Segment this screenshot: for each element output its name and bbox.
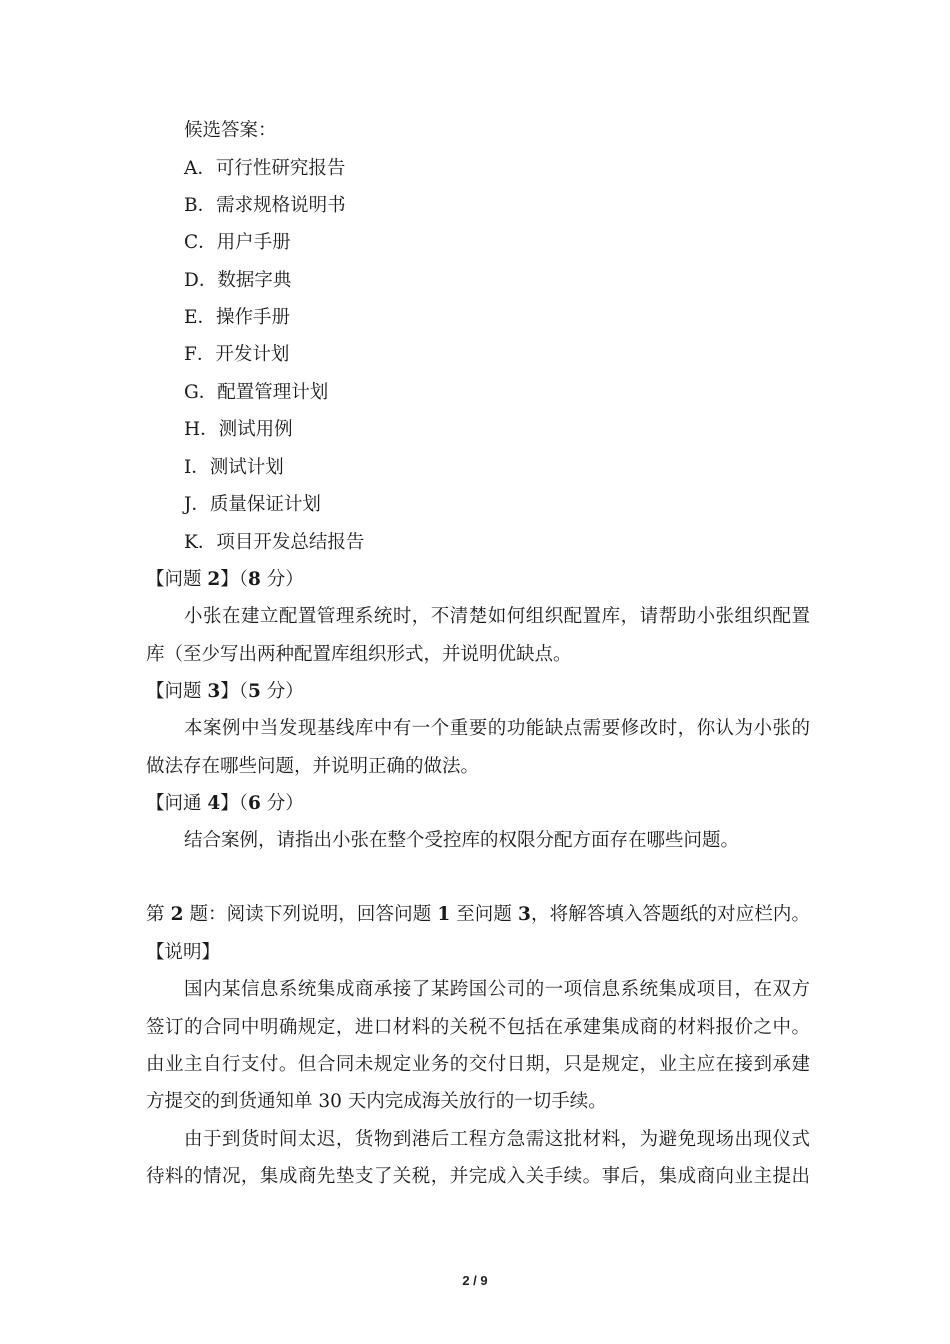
paragraph-1-line-4: 方提交的到货通知单 30 天内完成海关放行的一切手续。 (146, 1091, 607, 1112)
option-h: H．测试用例 (184, 419, 293, 440)
paragraph-2-line-2: 待料的情况，集成商先垫支了关税，并完成入关手续。事后，集成商向业主提出 (146, 1166, 810, 1187)
option-j: J．质量保证计划 (184, 494, 321, 515)
question-3-text-line-1: 本案例中当发现基线库中有一个重要的功能缺点需要修改时，你认为小张的 (184, 718, 810, 739)
question-2-text-line-1: 小张在建立配置管理系统时，不清楚如何组织配置库，请帮助小张组织配置 (184, 606, 810, 627)
question-4-heading: 【问通 4】（6 分） (146, 793, 304, 814)
description-label: 【说明】 (146, 942, 221, 963)
paragraph-1-line-2: 签订的合同中明确规定，进口材料的关税不包括在承建集成商的材料报价之中。 (146, 1017, 810, 1038)
option-b: B．需求规格说明书 (184, 195, 346, 216)
section-2-heading: 第 2 题：阅读下列说明，回答问题 1 至问题 3，将解答填入答题纸的对应栏内。 (146, 904, 810, 925)
option-k: K．项目开发总结报告 (184, 532, 365, 553)
question-2-text-line-2: 库（至少写出两种配置库组织形式，并说明优缺点。 (146, 644, 572, 665)
option-e: E．操作手册 (184, 307, 291, 328)
question-2-heading: 【问题 2】（8 分） (146, 569, 304, 590)
page-number: 2 / 9 (462, 1273, 488, 1288)
option-d: D．数据字典 (184, 270, 292, 291)
question-4-text-line-1: 结合案例，请指出小张在整个受控库的权限分配方面存在哪些问题。 (184, 830, 740, 851)
option-a: A．可行性研究报告 (184, 158, 346, 179)
option-i: I．测试计划 (184, 457, 284, 478)
option-f: F．开发计划 (184, 344, 290, 365)
candidates-title: 候选答案： (184, 120, 277, 141)
paragraph-2-line-1: 由于到货时间太迟，货物到港后工程方急需这批材料，为避免现场出现仪式 (184, 1129, 810, 1150)
option-g: G．配置管理计划 (184, 382, 329, 403)
option-c: C．用户手册 (184, 232, 291, 253)
paragraph-1-line-1: 国内某信息系统集成商承接了某跨国公司的一项信息系统集成项目，在双方 (184, 979, 810, 1000)
question-3-text-line-2: 做法存在哪些问题，并说明正确的做法。 (146, 756, 480, 777)
paragraph-1-line-3: 由业主自行支付。但合同未规定业务的交付日期，只是规定，业主应在接到承建 (146, 1054, 810, 1075)
question-3-heading: 【问题 3】（5 分） (146, 681, 304, 702)
